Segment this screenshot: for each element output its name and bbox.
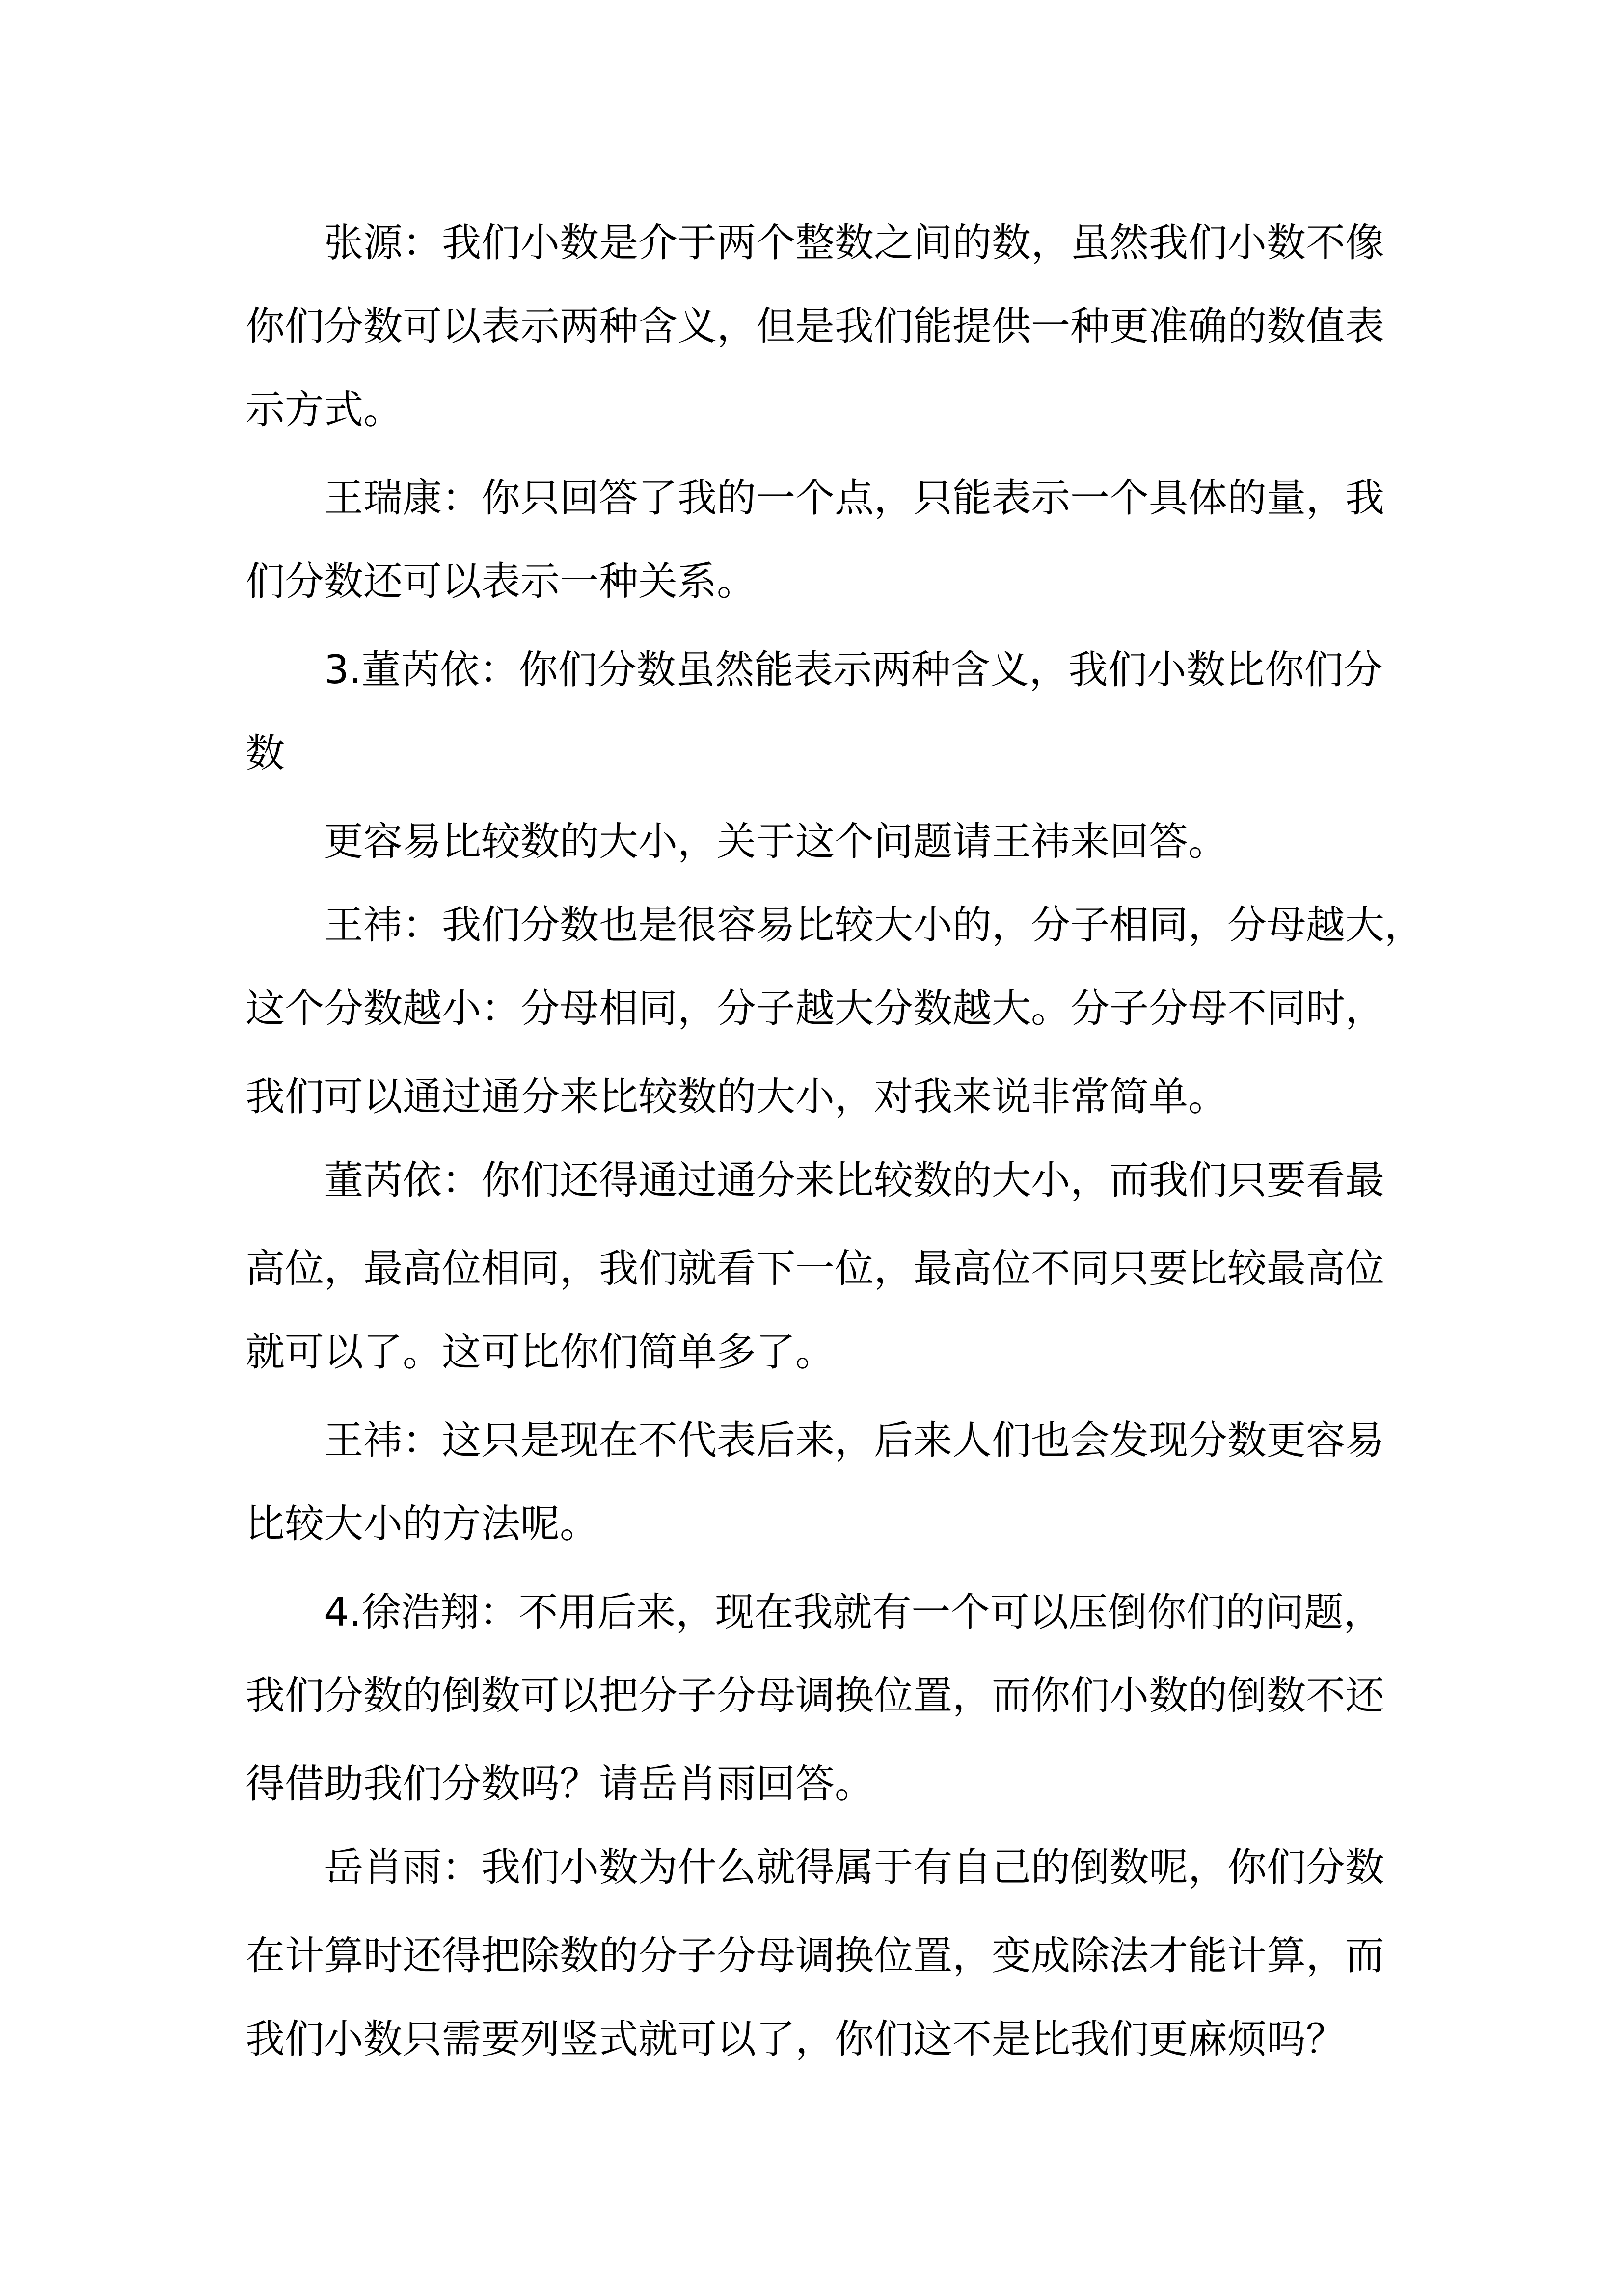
text-line: 王祎：这只是现在不代表后来，后来人们也会发现分数更容易 (324, 1417, 1384, 1463)
text-line: 董芮依：你们还得通过通分来比较数的大小，而我们只要看最 (324, 1157, 1384, 1203)
text-line: 们分数还可以表示一种关系。 (245, 559, 756, 604)
text-line: 数 (245, 730, 285, 776)
text-line: 得借助我们分数吗？请岳肖雨回答。 (245, 1761, 874, 1807)
text-line: 比较大小的方法呢。 (245, 1501, 599, 1547)
text-line: 我们小数只需要列竖式就可以了，你们这不是比我们更麻烦吗？ (245, 2016, 1345, 2062)
text-line: 3.董芮依：你们分数虽然能表示两种含义，我们小数比你们分 (324, 647, 1383, 693)
text-line: 这个分数越小：分母相同，分子越大分数越大。分子分母不同时， (245, 986, 1384, 1031)
text-line: 高位，最高位相同，我们就看下一位，最高位不同只要比较最高位 (245, 1246, 1384, 1291)
text-line: 更容易比较数的大小，关于这个问题请王祎来回答。 (324, 819, 1227, 864)
text-line: 王瑞康：你只回答了我的一个点，只能表示一个具体的量，我 (324, 475, 1384, 521)
text-line: 王祎：我们分数也是很容易比较大小的，分子相同，分母越大， (324, 902, 1424, 948)
text-line: 你们分数可以表示两种含义，但是我们能提供一种更准确的数值表 (245, 303, 1384, 349)
text-line: 4.徐浩翔：不用后来，现在我就有一个可以压倒你们的问题， (324, 1589, 1383, 1635)
text-line: 就可以了。这可比你们简单多了。 (245, 1329, 835, 1375)
text-line: 我们可以通过通分来比较数的大小，对我来说非常简单。 (245, 1074, 1227, 1120)
text-line: 在计算时还得把除数的分子分母调换位置，变成除法才能计算，而 (245, 1933, 1384, 1978)
text-line: 我们分数的倒数可以把分子分母调换位置，而你们小数的倒数不还 (245, 1673, 1384, 1718)
text-line: 示方式。 (245, 387, 403, 432)
text-line: 张源：我们小数是介于两个整数之间的数，虽然我们小数不像 (324, 220, 1384, 266)
text-line: 岳肖雨：我们小数为什么就得属于有自己的倒数呢，你们分数 (324, 1844, 1384, 1890)
